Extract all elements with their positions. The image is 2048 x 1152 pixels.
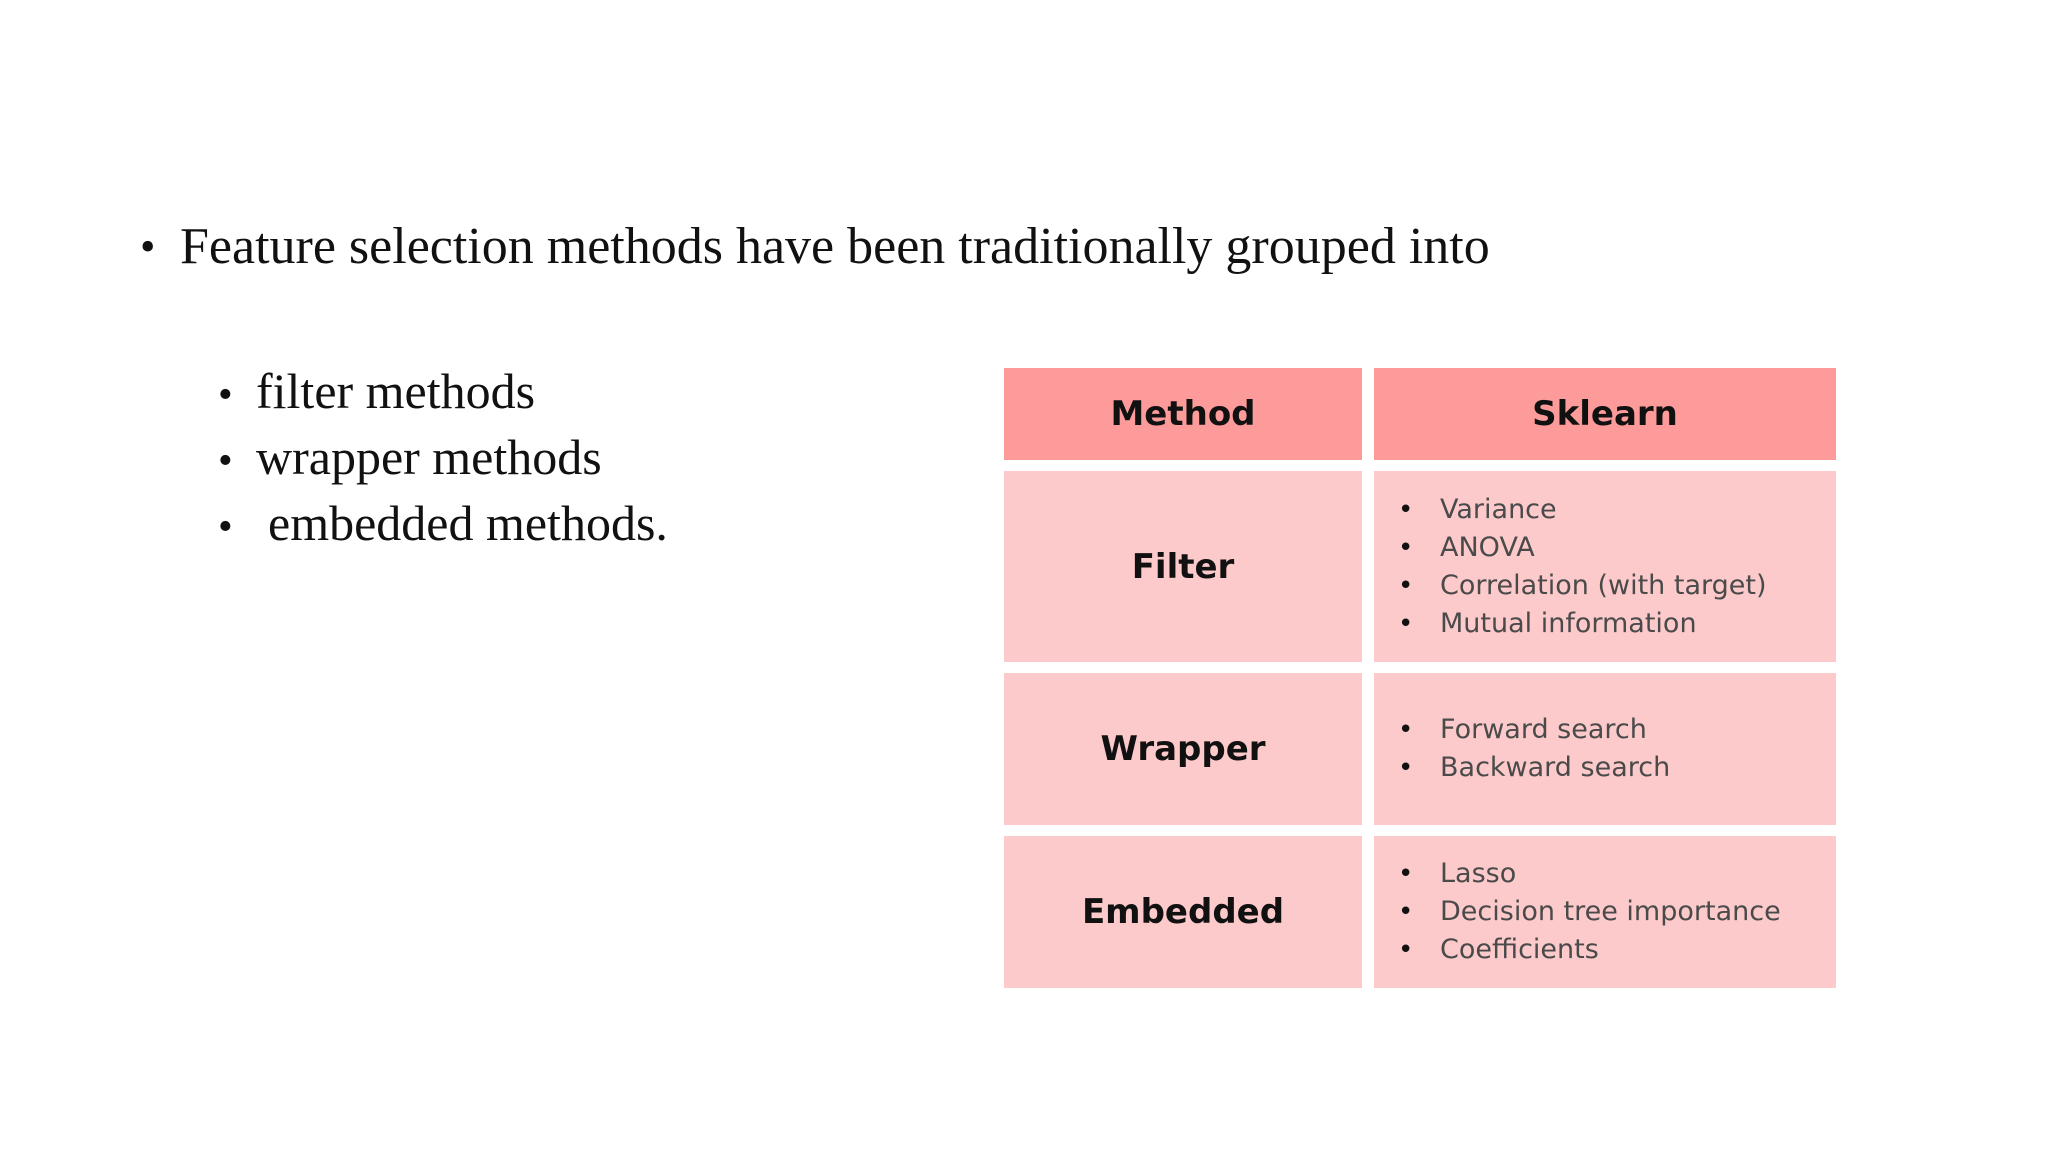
list-item-text: wrapper methods bbox=[256, 429, 602, 485]
list-item bbox=[1398, 855, 1781, 893]
bullet-icon: • bbox=[1398, 494, 1414, 525]
list-item bbox=[1398, 749, 1670, 787]
list-item-text: Backward search bbox=[1440, 752, 1671, 783]
list-item-text: filter methods bbox=[256, 363, 536, 419]
bullet-icon: • bbox=[1398, 532, 1414, 563]
bullet-icon: • bbox=[1398, 897, 1414, 927]
list-item bbox=[1398, 529, 1767, 567]
list-item-text: Mutual information bbox=[1440, 607, 1697, 639]
table-row bbox=[1004, 836, 1836, 988]
list-item bbox=[1398, 893, 1781, 931]
list-item-text: Variance bbox=[1440, 493, 1557, 525]
list-item bbox=[1398, 711, 1670, 749]
sklearn-list bbox=[1374, 491, 1767, 643]
table-row bbox=[1004, 471, 1836, 662]
sklearn-cell bbox=[1374, 673, 1836, 825]
list-item-text: Lasso bbox=[1440, 858, 1517, 889]
bullet-icon: • bbox=[1398, 753, 1414, 783]
list-item-text: embedded methods. bbox=[268, 495, 668, 551]
list-item-text: Decision tree importance bbox=[1440, 896, 1781, 927]
method-types-list bbox=[218, 358, 668, 556]
main-bullet-point bbox=[140, 214, 1490, 280]
sklearn-list bbox=[1374, 855, 1781, 969]
list-item bbox=[1398, 491, 1767, 529]
list-item bbox=[1398, 931, 1781, 969]
bullet-icon: • bbox=[1398, 859, 1414, 889]
table-header-row bbox=[1004, 368, 1836, 460]
sklearn-cell bbox=[1374, 471, 1836, 662]
method-cell: Filter bbox=[1004, 471, 1362, 662]
list-item bbox=[218, 358, 668, 424]
bullet-icon: • bbox=[1398, 715, 1414, 745]
list-item-text: ANOVA bbox=[1440, 531, 1535, 563]
list-item bbox=[1398, 605, 1767, 643]
header-method: Method bbox=[1004, 368, 1362, 460]
list-item-text: Coefficients bbox=[1440, 934, 1599, 965]
bullet-icon: • bbox=[1398, 570, 1414, 601]
list-item bbox=[218, 490, 668, 556]
table-row bbox=[1004, 673, 1836, 825]
header-sklearn: Sklearn bbox=[1374, 368, 1836, 460]
sklearn-list bbox=[1374, 711, 1670, 787]
bullet-icon: • bbox=[218, 372, 233, 418]
list-item-text: Forward search bbox=[1440, 714, 1647, 745]
bullet-icon: • bbox=[140, 222, 156, 271]
list-item bbox=[1398, 567, 1767, 605]
main-bullet-text: Feature selection methods have been traditionally grouped into bbox=[180, 218, 1490, 275]
bullet-icon: • bbox=[1398, 608, 1414, 639]
list-item-text: Correlation (with target) bbox=[1440, 569, 1767, 601]
method-sklearn-table bbox=[1004, 368, 1836, 999]
bullet-icon: • bbox=[218, 438, 233, 484]
bullet-icon: • bbox=[218, 504, 233, 550]
method-cell: Wrapper bbox=[1004, 673, 1362, 825]
sklearn-cell bbox=[1374, 836, 1836, 988]
method-cell: Embedded bbox=[1004, 836, 1362, 988]
bullet-icon: • bbox=[1398, 935, 1414, 965]
list-item bbox=[218, 424, 668, 490]
